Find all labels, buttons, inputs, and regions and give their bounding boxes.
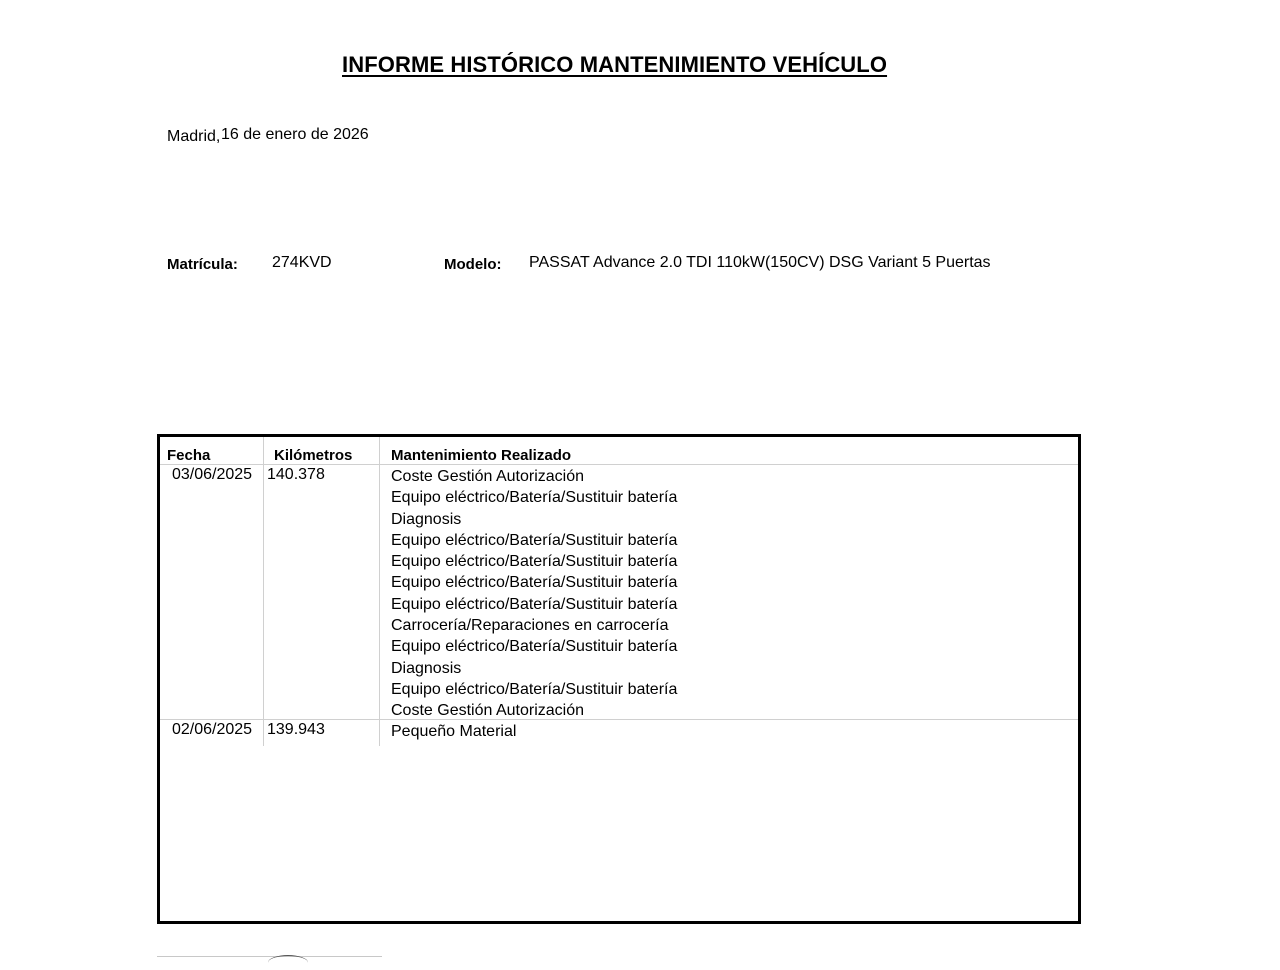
signature-line	[157, 956, 382, 957]
row-1-km: 140.378	[267, 466, 325, 483]
row-2-maintenance-list	[391, 721, 516, 742]
row-divider	[160, 719, 1078, 720]
maintenance-item: Carrocería/Reparaciones en carrocería	[391, 617, 669, 635]
row-2-date: 02/06/2025	[172, 721, 253, 738]
maintenance-item: Equipo eléctrico/Batería/Sustituir batería	[391, 553, 678, 571]
plate-label: Matrícula:	[167, 256, 238, 273]
header-km: Kilómetros	[274, 447, 353, 464]
report-place: Madrid,	[167, 128, 221, 145]
maintenance-item: Pequeño Material	[391, 723, 517, 740]
maintenance-item: Equipo eléctrico/Batería/Sustituir batería	[391, 638, 678, 656]
report-date: 16 de enero de 2026	[221, 126, 369, 143]
header-date: Fecha	[167, 447, 211, 464]
row-2-km: 139.943	[267, 721, 325, 738]
stamp-edge	[268, 955, 308, 970]
report-title: INFORME HISTÓRICO MANTENIMIENTO VEHÍCULO	[342, 52, 888, 77]
model-label: Modelo:	[444, 256, 502, 273]
header-maintenance: Mantenimiento Realizado	[391, 447, 572, 464]
model-value: PASSAT Advance 2.0 TDI 110kW(150CV) DSG Variant 5 Puertas	[529, 254, 991, 271]
row-1-date: 03/06/2025	[172, 466, 253, 483]
maintenance-item: Equipo eléctrico/Batería/Sustituir batería	[391, 595, 678, 613]
maintenance-item: Diagnosis	[391, 510, 462, 528]
maintenance-item: Diagnosis	[391, 659, 462, 677]
plate-value: 274KVD	[272, 254, 332, 271]
maintenance-item: Coste Gestión Autorización	[391, 468, 584, 485]
maintenance-item: Equipo eléctrico/Batería/Sustituir batería	[391, 574, 678, 592]
maintenance-item: Equipo eléctrico/Batería/Sustituir batería	[391, 489, 678, 507]
header-divider	[160, 464, 1078, 465]
maintenance-item: Equipo eléctrico/Batería/Sustituir batería	[391, 680, 678, 698]
column-divider-km	[379, 437, 380, 746]
maintenance-item: Equipo eléctrico/Batería/Sustituir batería	[391, 531, 678, 549]
column-divider-date	[263, 437, 264, 746]
row-1-maintenance-list	[391, 466, 677, 722]
maintenance-item: Coste Gestión Autorización	[391, 702, 584, 720]
